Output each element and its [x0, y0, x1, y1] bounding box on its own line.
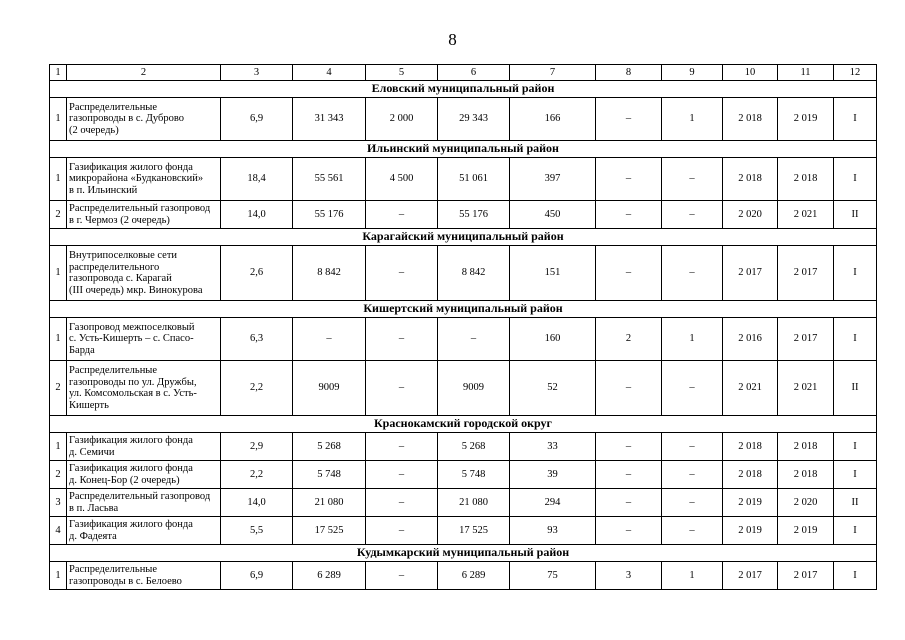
- cell-col-5: –: [366, 433, 438, 461]
- object-name-line: в г. Чермоз (2 очередь): [69, 214, 170, 226]
- cell-col-11: 2 017: [778, 562, 834, 590]
- object-name-line: Газификация жилого фонда: [69, 435, 193, 446]
- table-body: [50, 65, 877, 590]
- cell-col-7: 450: [510, 201, 596, 229]
- section-title: Кудымкарский муниципальный район: [50, 545, 877, 562]
- cell-col-8: 3: [596, 562, 662, 590]
- object-name-line: в п. Ильинский: [69, 184, 138, 196]
- cell-col-6: 5 268: [438, 433, 510, 461]
- cell-col-3: 6,3: [221, 318, 293, 361]
- object-name-line: Газификация жилого фонда: [69, 463, 193, 474]
- row-number: 4: [50, 517, 67, 545]
- object-name-line: с. Усть-Кишерть – с. Спасо-: [69, 333, 194, 345]
- cell-col-11: 2 017: [778, 318, 834, 361]
- column-number-7: 7: [510, 65, 596, 81]
- object-name: [67, 201, 221, 229]
- column-number-1: 1: [50, 65, 67, 81]
- cell-col-6: 5 748: [438, 461, 510, 489]
- cell-col-12: I: [834, 517, 877, 545]
- cell-col-7: 75: [510, 562, 596, 590]
- table-row: [50, 246, 877, 301]
- cell-col-8: 2: [596, 318, 662, 361]
- table-row: [50, 489, 877, 517]
- object-name: [67, 361, 221, 416]
- row-number: 1: [50, 318, 67, 361]
- cell-col-10: 2 019: [723, 517, 778, 545]
- table-row: [50, 562, 877, 590]
- cell-col-10: 2 018: [723, 98, 778, 141]
- object-name-line: Газопровод межпоселковый: [69, 321, 195, 333]
- cell-col-8: –: [596, 201, 662, 229]
- cell-col-11: 2 018: [778, 433, 834, 461]
- table-row: [50, 158, 877, 201]
- row-number: 1: [50, 433, 67, 461]
- cell-col-11: 2 018: [778, 158, 834, 201]
- cell-col-4: 17 525: [293, 517, 366, 545]
- object-name-line: Газификация жилого фонда: [69, 161, 193, 173]
- object-name-line: Распределительный газопровод: [69, 203, 211, 214]
- object-name-line: микрорайона «Будкановский»: [69, 173, 204, 185]
- cell-col-6: 17 525: [438, 517, 510, 545]
- cell-col-6: 51 061: [438, 158, 510, 201]
- cell-col-5: –: [366, 246, 438, 301]
- table-row: [50, 98, 877, 141]
- cell-col-12: I: [834, 158, 877, 201]
- column-number-6: 6: [438, 65, 510, 81]
- cell-col-11: 2 019: [778, 517, 834, 545]
- row-number: 3: [50, 489, 67, 517]
- cell-col-10: 2 019: [723, 489, 778, 517]
- cell-col-7: 93: [510, 517, 596, 545]
- cell-col-5: 4 500: [366, 158, 438, 201]
- table-row: [50, 201, 877, 229]
- page-number: 8: [448, 30, 457, 49]
- section-title: Кишертский муниципальный район: [50, 301, 877, 318]
- section-header-row: [50, 545, 877, 562]
- column-number-5: 5: [366, 65, 438, 81]
- gasification-table: [49, 64, 877, 590]
- section-title: Краснокамский городской округ: [50, 416, 877, 433]
- cell-col-8: –: [596, 98, 662, 141]
- cell-col-6: 55 176: [438, 201, 510, 229]
- cell-col-12: I: [834, 318, 877, 361]
- cell-col-8: –: [596, 517, 662, 545]
- cell-col-10: 2 017: [723, 562, 778, 590]
- object-name: [67, 158, 221, 201]
- cell-col-8: –: [596, 489, 662, 517]
- cell-col-6: 21 080: [438, 489, 510, 517]
- cell-col-8: –: [596, 361, 662, 416]
- cell-col-7: 52: [510, 361, 596, 416]
- cell-col-8: –: [596, 433, 662, 461]
- section-header-row: [50, 141, 877, 158]
- cell-col-5: –: [366, 562, 438, 590]
- cell-col-8: –: [596, 246, 662, 301]
- object-name-line: (2 очередь): [69, 124, 119, 136]
- section-title: Ильинский муниципальный район: [50, 141, 877, 158]
- cell-col-11: 2 020: [778, 489, 834, 517]
- column-number-2: 2: [67, 65, 221, 81]
- cell-col-12: I: [834, 461, 877, 489]
- cell-col-3: 6,9: [221, 562, 293, 590]
- table-row: [50, 433, 877, 461]
- object-name: [67, 562, 221, 590]
- cell-col-3: 2,6: [221, 246, 293, 301]
- cell-col-9: –: [662, 433, 723, 461]
- cell-col-6: 9009: [438, 361, 510, 416]
- cell-col-9: –: [662, 489, 723, 517]
- object-name-line: Газификация жилого фонда: [69, 519, 193, 530]
- cell-col-12: I: [834, 246, 877, 301]
- object-name-line: д. Конец-Бор (2 очередь): [69, 474, 180, 486]
- object-name-line: ул. Комсомольская в с. Усть-: [69, 388, 197, 399]
- cell-col-10: 2 018: [723, 433, 778, 461]
- cell-col-12: I: [834, 433, 877, 461]
- object-name-line: Распределительные: [69, 564, 158, 575]
- cell-col-4: 6 289: [293, 562, 366, 590]
- object-name-line: Распределительные: [69, 101, 158, 113]
- object-name-line: газопроводы в с. Белоево: [69, 575, 182, 587]
- cell-col-7: 151: [510, 246, 596, 301]
- row-number: 1: [50, 98, 67, 141]
- cell-col-6: –: [438, 318, 510, 361]
- cell-col-9: 1: [662, 562, 723, 590]
- section-title: Еловский муниципальный район: [50, 81, 877, 98]
- object-name-line: газопроводы в с. Дуброво: [69, 113, 185, 125]
- cell-col-10: 2 017: [723, 246, 778, 301]
- cell-col-5: –: [366, 318, 438, 361]
- column-number-9: 9: [662, 65, 723, 81]
- cell-col-10: 2 018: [723, 158, 778, 201]
- cell-col-11: 2 019: [778, 98, 834, 141]
- cell-col-12: I: [834, 98, 877, 141]
- section-title: Карагайский муниципальный район: [50, 229, 877, 246]
- row-number: 2: [50, 201, 67, 229]
- cell-col-4: 31 343: [293, 98, 366, 141]
- cell-col-11: 2 021: [778, 361, 834, 416]
- row-number: 1: [50, 246, 67, 301]
- cell-col-7: 397: [510, 158, 596, 201]
- object-name-line: в п. Ласьва: [69, 502, 119, 514]
- object-name-line: Кишерть: [69, 399, 109, 411]
- section-header-row: [50, 416, 877, 433]
- cell-col-11: 2 018: [778, 461, 834, 489]
- object-name: [67, 246, 221, 301]
- cell-col-3: 5,5: [221, 517, 293, 545]
- cell-col-12: I: [834, 562, 877, 590]
- cell-col-6: 6 289: [438, 562, 510, 590]
- cell-col-12: II: [834, 489, 877, 517]
- cell-col-10: 2 016: [723, 318, 778, 361]
- cell-col-3: 14,0: [221, 201, 293, 229]
- cell-col-9: –: [662, 361, 723, 416]
- cell-col-9: 1: [662, 318, 723, 361]
- cell-col-9: –: [662, 517, 723, 545]
- column-number-12: 12: [834, 65, 877, 81]
- object-name-line: Внутрипоселковые сети: [69, 250, 178, 261]
- section-header-row: [50, 81, 877, 98]
- object-name-line: распределительного: [69, 261, 160, 273]
- table-row: [50, 318, 877, 361]
- object-name-line: (III очередь) мкр. Винокурова: [69, 284, 203, 296]
- cell-col-3: 2,2: [221, 461, 293, 489]
- object-name: [67, 461, 221, 489]
- cell-col-5: –: [366, 517, 438, 545]
- cell-col-4: 5 268: [293, 433, 366, 461]
- object-name-line: д. Фадеята: [69, 530, 117, 542]
- cell-col-4: 9009: [293, 361, 366, 416]
- column-number-3: 3: [221, 65, 293, 81]
- column-number-10: 10: [723, 65, 778, 81]
- section-header-row: [50, 229, 877, 246]
- table-row: [50, 461, 877, 489]
- cell-col-8: –: [596, 461, 662, 489]
- cell-col-5: –: [366, 489, 438, 517]
- table-row: [50, 361, 877, 416]
- cell-col-4: 8 842: [293, 246, 366, 301]
- cell-col-9: –: [662, 246, 723, 301]
- cell-col-3: 6,9: [221, 98, 293, 141]
- cell-col-11: 2 017: [778, 246, 834, 301]
- row-number: 1: [50, 562, 67, 590]
- cell-col-4: –: [293, 318, 366, 361]
- cell-col-12: II: [834, 361, 877, 416]
- cell-col-5: –: [366, 461, 438, 489]
- object-name: [67, 433, 221, 461]
- cell-col-5: 2 000: [366, 98, 438, 141]
- cell-col-10: 2 018: [723, 461, 778, 489]
- cell-col-9: 1: [662, 98, 723, 141]
- object-name-line: д. Семичи: [69, 446, 115, 458]
- column-number-8: 8: [596, 65, 662, 81]
- cell-col-4: 5 748: [293, 461, 366, 489]
- cell-col-7: 33: [510, 433, 596, 461]
- cell-col-11: 2 021: [778, 201, 834, 229]
- table-row: [50, 517, 877, 545]
- object-name-line: газопровода с. Карагай: [69, 273, 172, 284]
- cell-col-6: 8 842: [438, 246, 510, 301]
- column-number-11: 11: [778, 65, 834, 81]
- cell-col-9: –: [662, 461, 723, 489]
- cell-col-5: –: [366, 201, 438, 229]
- cell-col-5: –: [366, 361, 438, 416]
- object-name: [67, 318, 221, 361]
- cell-col-4: 21 080: [293, 489, 366, 517]
- object-name-line: Распределительный газопровод: [69, 491, 211, 502]
- cell-col-9: –: [662, 201, 723, 229]
- cell-col-7: 166: [510, 98, 596, 141]
- cell-col-7: 294: [510, 489, 596, 517]
- object-name-line: Распределительные: [69, 365, 158, 376]
- cell-col-3: 18,4: [221, 158, 293, 201]
- cell-col-8: –: [596, 158, 662, 201]
- row-number: 2: [50, 461, 67, 489]
- cell-col-10: 2 021: [723, 361, 778, 416]
- cell-col-7: 160: [510, 318, 596, 361]
- object-name-line: газопроводы по ул. Дружбы,: [69, 376, 197, 388]
- cell-col-10: 2 020: [723, 201, 778, 229]
- cell-col-9: –: [662, 158, 723, 201]
- cell-col-4: 55 176: [293, 201, 366, 229]
- object-name: [67, 489, 221, 517]
- cell-col-4: 55 561: [293, 158, 366, 201]
- column-number-4: 4: [293, 65, 366, 81]
- column-number-row: [50, 65, 877, 81]
- object-name-line: Барда: [69, 344, 95, 356]
- object-name: [67, 517, 221, 545]
- cell-col-3: 2,2: [221, 361, 293, 416]
- cell-col-3: 2,9: [221, 433, 293, 461]
- cell-col-12: II: [834, 201, 877, 229]
- section-header-row: [50, 301, 877, 318]
- object-name: [67, 98, 221, 141]
- cell-col-3: 14,0: [221, 489, 293, 517]
- cell-col-6: 29 343: [438, 98, 510, 141]
- row-number: 2: [50, 361, 67, 416]
- cell-col-7: 39: [510, 461, 596, 489]
- row-number: 1: [50, 158, 67, 201]
